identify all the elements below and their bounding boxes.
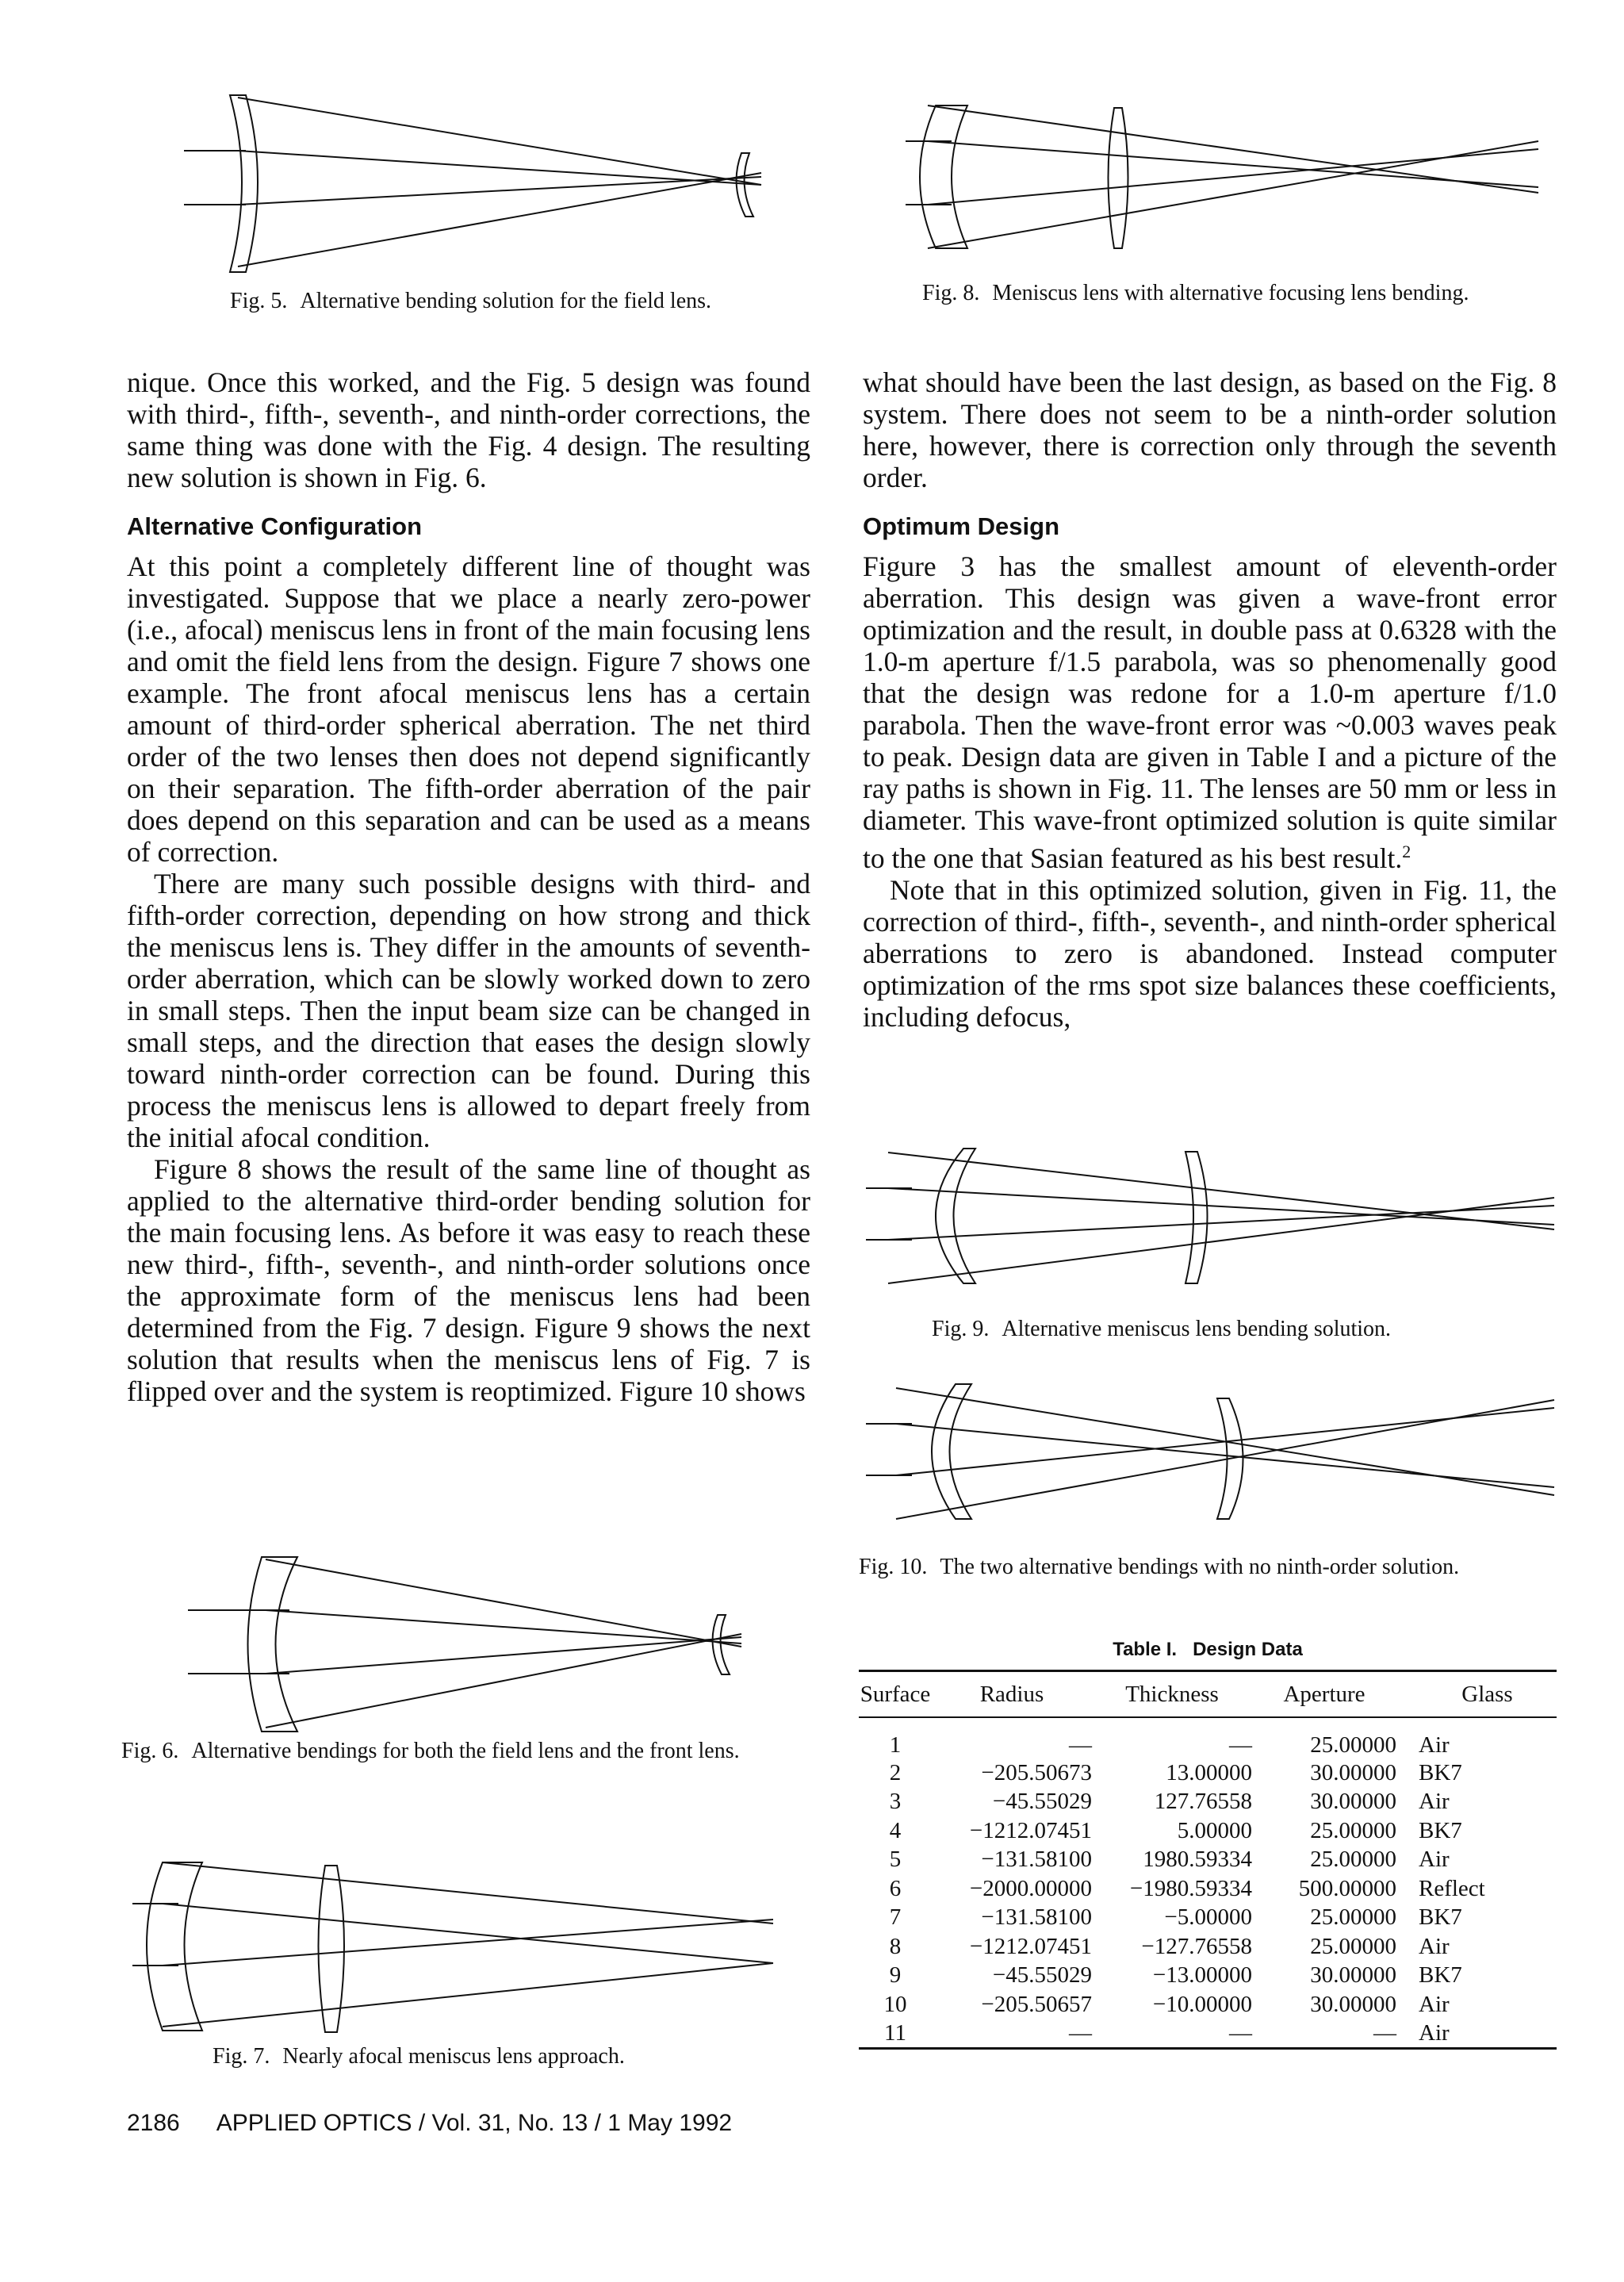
design-data-table: [859, 1670, 1557, 2050]
table-cell: BK7: [1419, 1962, 1462, 1989]
table-cell: 30.00000: [1310, 1759, 1396, 1785]
figure-5-caption: [230, 287, 801, 316]
table-cell: −131.58100: [981, 1904, 1092, 1931]
caption-text: The two alternative bendings with no ninth-order solution.: [940, 1555, 1460, 1579]
caption-text: Nearly afocal meniscus lens approach.: [282, 2044, 625, 2069]
paragraph: Note that in this optimized solution, given in Fig. 11, the correction of third-, fifth-, seventh-, and ninth-order spherical aberrations to zero is abandoned. Instead computer optimization of the rms spot size balances these coefficients, including defocus,: [863, 873, 1557, 1033]
left-body-text: [127, 550, 810, 1407]
table-row: [859, 1816, 1557, 1846]
column-header: Radius: [979, 1681, 1044, 1707]
table-cell: 11: [884, 2019, 906, 2046]
column-header: Thickness: [1125, 1681, 1219, 1707]
caption-text: Meniscus lens with alternative focusing lens bending.: [992, 281, 1469, 305]
table-cell: −45.55029: [992, 1962, 1092, 1989]
table-cell: Air: [1419, 1933, 1450, 1959]
table-row: [859, 1904, 1557, 1933]
table-cell: —: [1229, 1732, 1252, 1758]
table-cell: −127.76558: [1141, 1933, 1252, 1959]
section-heading-optimum-design: Optimum Design: [863, 512, 1060, 540]
figure-10-caption: [859, 1553, 1557, 1582]
table-cell: 5.00000: [1177, 1817, 1252, 1843]
table-cell: BK7: [1419, 1904, 1462, 1931]
table-cell: 25.00000: [1310, 1817, 1396, 1843]
table-cell: Air: [1419, 1847, 1450, 1873]
figure-10-diagram: [864, 1376, 1562, 1535]
reference-superscript: 2: [1402, 842, 1411, 861]
figure-9-diagram: [864, 1141, 1562, 1299]
figure-label: Fig. 8.: [922, 281, 980, 305]
journal-citation: APPLIED OPTICS / Vol. 31, No. 13 / 1 May 1992: [216, 2110, 733, 2136]
table-cell: 13.00000: [1166, 1759, 1252, 1785]
figure-6-caption: [121, 1737, 811, 1766]
table-cell: −45.55029: [992, 1789, 1092, 1815]
table-cell: 1980.59334: [1143, 1847, 1252, 1873]
table-cell: 7: [889, 1904, 902, 1931]
paragraph-text: Figure 3 has the smallest amount of eleventh-order aberration. This design was given a wave-front error optimization and the result, in double pass at 0.6328 with the 1.0-m aperture f/1.5 parabola, was so phenomenally good that the design was redone for a 1.0-m aperture f/1.0 parabola. Then the wave-front error was ~0.003 waves peak to peak. Design data are given in Table I and a picture of the ray paths is shown in Fig. 11. The lenses are 50 mm or less in diameter. This wave-front optimized solution is quite similar to the one that Sasian featured as his best result.: [863, 550, 1557, 874]
table-row: [859, 1788, 1557, 1817]
table-cell: −1212.07451: [969, 1933, 1092, 1959]
figure-8-caption: [922, 279, 1557, 308]
left-intro-paragraph: [127, 366, 810, 493]
table-title-text: Design Data: [1193, 1639, 1303, 1660]
table-cell: —: [1069, 1732, 1092, 1758]
figure-7-diagram: [131, 1848, 781, 2046]
table-cell: —: [1229, 2019, 1252, 2046]
table-cell: −205.50657: [981, 1991, 1092, 2017]
table-cell: 1: [889, 1732, 902, 1758]
figure-label: Fig. 7.: [213, 2044, 270, 2069]
table-row: [859, 1932, 1557, 1962]
caption-text: Alternative bending solution for the field lens.: [300, 289, 712, 313]
table-cell: 30.00000: [1310, 1962, 1396, 1989]
paragraph: Figure 8 shows the result of the same line of thought as applied to the alternative third-order bending solution for the main focusing lens. As before it was easy to reach these new third-, fifth-, seventh-, and ninth-order solutions once the approximate form of the meniscus lens had been determined from the Fig. 7 design. Figure 9 shows the next solution that results when the meniscus lens of Fig. 7 is flipped over and the system is reoptimized. Figure 10 shows: [127, 1153, 810, 1407]
table-row: [859, 2019, 1557, 2049]
table-row: [859, 1758, 1557, 1788]
table-cell: 2: [889, 1759, 902, 1785]
paragraph: [863, 550, 1557, 874]
table-cell: −131.58100: [981, 1847, 1092, 1873]
table-cell: Air: [1419, 1789, 1450, 1815]
table-cell: 500.00000: [1298, 1875, 1396, 1901]
table-row: [859, 1990, 1557, 2019]
table-cell: 9: [889, 1962, 902, 1989]
figure-label: Fig. 6.: [121, 1739, 179, 1763]
figure-label: Fig. 5.: [230, 289, 288, 313]
figure-6-diagram: [186, 1545, 749, 1743]
table-header-row: [859, 1671, 1557, 1718]
table-cell: −2000.00000: [969, 1875, 1092, 1901]
caption-text: Alternative meniscus lens bending solution.: [1002, 1317, 1392, 1341]
table-row: [859, 1962, 1557, 1991]
table-cell: 25.00000: [1310, 1904, 1396, 1931]
table-label: Table I.: [1113, 1639, 1178, 1660]
table-row: [859, 1717, 1557, 1758]
figure-8-diagram: [904, 94, 1554, 264]
table-cell: −205.50673: [981, 1759, 1092, 1785]
page-number: 2186: [127, 2110, 180, 2136]
table-cell: 30.00000: [1310, 1991, 1396, 2017]
table-cell: 6: [889, 1875, 902, 1901]
figure-9-caption: [932, 1315, 1550, 1344]
table-cell: −5.00000: [1164, 1904, 1252, 1931]
table-cell: Air: [1419, 2019, 1450, 2046]
table-cell: 5: [889, 1847, 902, 1873]
table-cell: −13.00000: [1152, 1962, 1252, 1989]
table-cell: Air: [1419, 1991, 1450, 2017]
paragraph: At this point a completely different line of thought was investigated. Suppose that we place a nearly zero-power (i.e., afocal) meniscus lens in front of the main focusing lens and omit the field lens from the design. Figure 7 shows one example. The front afocal meniscus lens has a certain amount of third-order spherical aberration. The net third order of the two lenses then does not depend significantly on their separation. The fifth-order aberration of the pair does depend on this separation and can be used as a means of correction.: [127, 550, 810, 868]
right-intro-paragraph: [863, 366, 1557, 493]
right-body-text: [863, 550, 1557, 1033]
paragraph: There are many such possible designs with third- and fifth-order correction, depending on how strong and thick the meniscus lens is. They differ in the amounts of seventh-order aberration, which can be slowly worked down to zero in small steps. Then the input beam size can be changed in small steps, and the direction that eases the design slowly toward ninth-order correction can be found. During this process the meniscus lens is allowed to depart freely from the initial afocal condition.: [127, 868, 810, 1153]
column-header: Aperture: [1283, 1681, 1365, 1707]
table-title: [859, 1639, 1557, 1661]
table-cell: —: [1069, 2019, 1092, 2046]
table-row: [859, 1846, 1557, 1875]
table-cell: −10.00000: [1152, 1991, 1252, 2017]
column-header: Surface: [860, 1681, 931, 1707]
caption-text: Alternative bendings for both the field lens and the front lens.: [191, 1739, 740, 1763]
figure-7-caption: [213, 2042, 768, 2071]
figure-label: Fig. 9.: [932, 1317, 990, 1341]
table-cell: 25.00000: [1310, 1847, 1396, 1873]
paragraph: what should have been the last design, as based on the Fig. 8 system. There does not seem to be a ninth-order solution here, however, there is correction only through the seventh order.: [863, 366, 1557, 493]
figure-5-diagram: [182, 86, 801, 280]
page-footer: [127, 2110, 732, 2137]
table-cell: Air: [1419, 1732, 1450, 1758]
table-cell: 3: [889, 1789, 902, 1815]
table-cell: 10: [883, 1991, 907, 2017]
table-row: [859, 1874, 1557, 1904]
table-cell: BK7: [1419, 1817, 1462, 1843]
column-header: Glass: [1461, 1681, 1513, 1707]
section-heading-alternative-configuration: Alternative Configuration: [127, 512, 423, 540]
table-cell: 25.00000: [1310, 1732, 1396, 1758]
paragraph: nique. Once this worked, and the Fig. 5 design was found with third-, fifth-, seventh-, and ninth-order corrections, the same thing was done with the Fig. 4 design. The resulting new solution is shown in Fig. 6.: [127, 366, 810, 493]
table-cell: −1980.59334: [1129, 1875, 1252, 1901]
table-cell: 4: [889, 1817, 902, 1843]
table-cell: −1212.07451: [969, 1817, 1092, 1843]
table-cell: Reflect: [1419, 1875, 1485, 1901]
figure-label: Fig. 10.: [859, 1555, 928, 1579]
table-cell: 30.00000: [1310, 1789, 1396, 1815]
table-cell: 127.76558: [1154, 1789, 1252, 1815]
table-cell: —: [1373, 2019, 1396, 2046]
table-cell: 8: [889, 1933, 902, 1959]
table-cell: 25.00000: [1310, 1933, 1396, 1959]
table-cell: BK7: [1419, 1759, 1462, 1785]
table-body: [859, 1717, 1557, 2048]
